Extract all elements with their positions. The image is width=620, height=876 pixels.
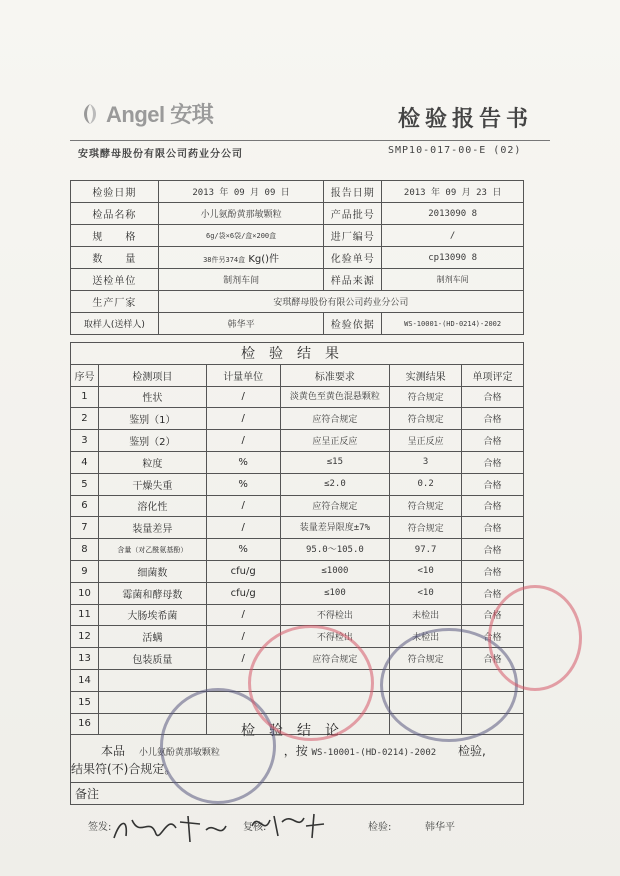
red-company-stamp <box>248 625 374 741</box>
test-item: 装量差异 <box>98 517 206 539</box>
test-item: 活螨 <box>98 626 206 648</box>
standard-requirement: 淡黄色至黄色混悬颗粒 <box>280 386 390 408</box>
quantity-cell <box>158 247 324 269</box>
basis-value: WS-10001-(HD-0214)-2002 <box>382 313 524 335</box>
row-number: 7 <box>71 517 99 539</box>
column-header: 计量单位 <box>206 364 280 386</box>
item-evaluation: 合格 <box>462 560 524 582</box>
standard-requirement: ≤15 <box>280 451 390 473</box>
table-row <box>71 582 524 604</box>
maker-label: 生产厂家 <box>71 291 159 313</box>
row-number: 1 <box>71 386 99 408</box>
column-header: 单项评定 <box>462 364 524 386</box>
spec-label: 规 格 <box>71 225 159 247</box>
item-evaluation: 合格 <box>462 582 524 604</box>
test-item: 干燥失重 <box>98 473 206 495</box>
row-number: 16 <box>71 713 99 735</box>
standard-requirement: ≤1000 <box>280 560 390 582</box>
measured-result: 符合规定 <box>390 386 462 408</box>
assay-no-label: 化验单号 <box>324 247 382 269</box>
assay-no-value: cp13090 8 <box>382 247 524 269</box>
inspect-date-value: 2013 年 09 月 09 日 <box>158 181 324 203</box>
conclusion-line-1 <box>101 742 486 759</box>
row-number: 9 <box>71 560 99 582</box>
unit: / <box>206 626 280 648</box>
measured-result: 0.2 <box>390 473 462 495</box>
table-row <box>71 517 524 539</box>
test-item: 霉菌和酵母数 <box>98 582 206 604</box>
row-number: 14 <box>71 669 99 691</box>
company-name: 安琪酵母股份有限公司药业分公司 <box>78 149 243 160</box>
item-evaluation: 合格 <box>462 626 524 648</box>
table-row <box>71 539 524 561</box>
test-item: 粒度 <box>98 451 206 473</box>
test-item: 大肠埃希菌 <box>98 604 206 626</box>
sampler-label: 取样人(送样人) <box>71 313 159 335</box>
column-header: 实测结果 <box>390 364 462 386</box>
standard-requirement: 应符合规定 <box>280 648 390 670</box>
table-row <box>71 430 524 452</box>
table-row <box>71 451 524 473</box>
inspector-name: 韩华平 <box>425 822 455 833</box>
table-row <box>71 473 524 495</box>
column-header: 序号 <box>71 364 99 386</box>
document-title: 检验报告书 <box>398 106 534 132</box>
row-number: 6 <box>71 495 99 517</box>
test-item: 性状 <box>98 386 206 408</box>
row-number: 10 <box>71 582 99 604</box>
standard-requirement: 不得检出 <box>280 626 390 648</box>
table-row <box>71 408 524 430</box>
measured-result: 符合规定 <box>390 648 462 670</box>
standard-requirement: 应呈正反应 <box>280 430 390 452</box>
standard-requirement: 95.0～105.0 <box>280 539 390 561</box>
row-number: 13 <box>71 648 99 670</box>
remark-label: 备注 <box>75 787 100 801</box>
import-no-value: / <box>382 225 524 247</box>
sender-value: 制剂车间 <box>158 269 324 291</box>
batch-value: 2013090 8 <box>382 203 524 225</box>
unit: cfu/g <box>206 560 280 582</box>
test-item <box>98 669 206 691</box>
row-number: 12 <box>71 626 99 648</box>
logo-text: Angel 安琪 <box>106 102 214 127</box>
product-name-label: 检品名称 <box>71 203 159 225</box>
item-evaluation: 合格 <box>462 473 524 495</box>
measured-result: 97.7 <box>390 539 462 561</box>
unit: / <box>206 495 280 517</box>
unit: % <box>206 473 280 495</box>
red-edge-stamp <box>488 585 582 691</box>
test-item: 包装质量 <box>98 648 206 670</box>
measured-result: 符合规定 <box>390 408 462 430</box>
row-number: 11 <box>71 604 99 626</box>
quantity-value: 38件另374盒 <box>203 256 246 264</box>
company-logo <box>78 98 213 129</box>
test-item: 鉴别（1） <box>98 408 206 430</box>
table-row <box>71 604 524 626</box>
measured-result: 符合规定 <box>390 495 462 517</box>
standard-requirement: 不得检出 <box>280 604 390 626</box>
angel-logo-icon <box>78 102 102 126</box>
conclusion-suffix: 检验, <box>457 744 486 758</box>
header-divider <box>70 140 550 141</box>
reviewer-label: 复核: <box>243 822 267 833</box>
item-evaluation: 合格 <box>462 539 524 561</box>
column-header: 检测项目 <box>98 364 206 386</box>
unit: / <box>206 408 280 430</box>
table-row <box>71 560 524 582</box>
conclusion-line-2: 结果符(不)合规定。 <box>71 762 177 776</box>
row-number: 3 <box>71 430 99 452</box>
maker-value: 安琪酵母股份有限公司药业分公司 <box>158 291 523 313</box>
item-evaluation: 合格 <box>462 430 524 452</box>
standard-requirement: 应符合规定 <box>280 495 390 517</box>
unit: / <box>206 517 280 539</box>
row-number: 5 <box>71 473 99 495</box>
sampler-value: 韩华平 <box>158 313 324 335</box>
basis-label: 检验依据 <box>324 313 382 335</box>
report-date-value: 2013 年 09 月 23 日 <box>382 181 524 203</box>
info-table <box>70 180 524 335</box>
unit: % <box>206 451 280 473</box>
test-item: 细菌数 <box>98 560 206 582</box>
product-name-value: 小儿氨酚黄那敏颗粒 <box>158 203 324 225</box>
report-date-label: 报告日期 <box>324 181 382 203</box>
standard-requirement: 应符合规定 <box>280 408 390 430</box>
issuer-label: 签发: <box>88 822 112 833</box>
standard-requirement: ≤100 <box>280 582 390 604</box>
item-evaluation: 合格 <box>462 495 524 517</box>
row-number: 15 <box>71 691 99 713</box>
table-row <box>71 495 524 517</box>
measured-result: 符合规定 <box>390 517 462 539</box>
item-evaluation: 合格 <box>462 648 524 670</box>
conclusion-prefix: 本品 <box>101 744 126 758</box>
item-evaluation: 合格 <box>462 386 524 408</box>
import-no-label: 进厂编号 <box>324 225 382 247</box>
issuer-signature <box>110 808 230 848</box>
measured-result: 未检出 <box>390 626 462 648</box>
test-item: 含量（对乙酰氨基酚） <box>98 539 206 561</box>
remark-box <box>70 782 524 805</box>
unit: / <box>206 604 280 626</box>
item-evaluation: 合格 <box>462 517 524 539</box>
unit: cfu/g <box>206 582 280 604</box>
inspector-label: 检验: <box>368 822 392 833</box>
item-evaluation: 合格 <box>462 408 524 430</box>
batch-label: 产品批号 <box>324 203 382 225</box>
row-number: 2 <box>71 408 99 430</box>
standard-requirement: ≤2.0 <box>280 473 390 495</box>
sender-label: 送检单位 <box>71 269 159 291</box>
quantity-label: 数 量 <box>71 247 159 269</box>
unit: % <box>206 539 280 561</box>
source-value: 制剂车间 <box>382 269 524 291</box>
document-number: SMP10-017-00-E (02) <box>388 145 522 156</box>
item-evaluation: 合格 <box>462 604 524 626</box>
conclusion-standard: WS-10001-(HD-0214)-2002 <box>311 748 437 758</box>
unit: / <box>206 386 280 408</box>
measured-result: 3 <box>390 451 462 473</box>
test-item: 溶化性 <box>98 495 206 517</box>
unit: / <box>206 430 280 452</box>
reviewer-signature <box>248 806 328 840</box>
item-evaluation: 合格 <box>462 451 524 473</box>
measured-result: <10 <box>390 582 462 604</box>
inspect-date-label: 检验日期 <box>71 181 159 203</box>
conclusion-product: 小儿氨酚黄那敏颗粒 <box>138 748 220 758</box>
table-row <box>71 386 524 408</box>
quantity-unit: Kg()件 <box>248 254 280 265</box>
results-section-title: 检验结果 <box>71 343 524 365</box>
results-header-row <box>71 364 524 386</box>
standard-requirement: 装量差异限度±7% <box>280 517 390 539</box>
spec-value: 6g/袋×6袋/盒×200盒 <box>158 225 324 247</box>
source-label: 样品来源 <box>324 269 382 291</box>
conclusion-mid: ，按 <box>283 744 308 758</box>
row-number: 8 <box>71 539 99 561</box>
measured-result: 呈正反应 <box>390 430 462 452</box>
test-item: 鉴别（2） <box>98 430 206 452</box>
measured-result: 未检出 <box>390 604 462 626</box>
column-header: 标准要求 <box>280 364 390 386</box>
conclusion-title: 检验结论 <box>241 723 353 739</box>
unit: / <box>206 648 280 670</box>
row-number: 4 <box>71 451 99 473</box>
measured-result: <10 <box>390 560 462 582</box>
